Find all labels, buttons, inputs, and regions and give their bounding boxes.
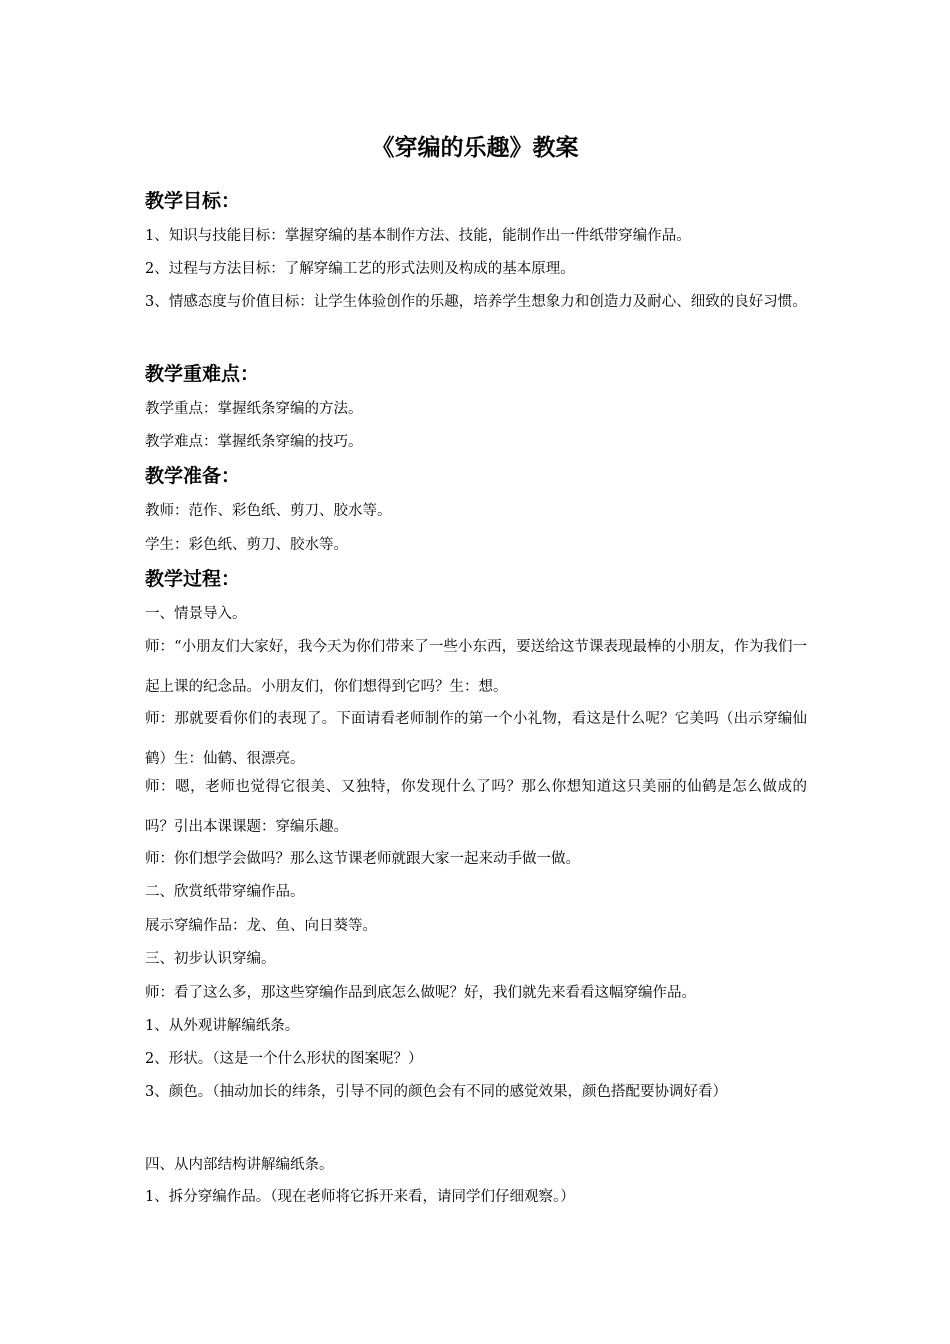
- process-item-9: 师：看了这么多，那这些穿编作品到底怎么做呢？好，我们就先来看看这幅穿编作品。: [145, 985, 696, 1001]
- process-item-3: 师：那就要看你们的表现了。下面请看老师制作的第一个小礼物，看这是什么呢？它美吗（出示穿编仙鹤）生：仙鹤、很漂亮。: [145, 711, 807, 767]
- objective-item-2: 2、过程与方法目标：了解穿编工艺的形式法则及构成的基本原理。: [145, 261, 575, 277]
- key-points-heading: 教学重难点：: [145, 363, 260, 385]
- process-item-2: 师：“小朋友们大家好，我今天为你们带来了一些小东西，要送给这节课表现最棒的小朋友，作为我们一起上课的纪念品。小朋友们，你们想得到它吗？生：想。: [145, 639, 807, 695]
- document-title: 《穿编的乐趣》教案: [371, 135, 579, 161]
- process-item-1: 一、情景导入。: [145, 606, 247, 622]
- preparation-item-1: 教师：范作、彩色纸、剪刀、胶水等。: [145, 503, 392, 519]
- key-point-item-2: 教学难点：掌握纸条穿编的技巧。: [145, 434, 363, 450]
- process-item-10: 1、从外观讲解编纸条。: [145, 1018, 300, 1034]
- process-item-14: 1、拆分穿编作品。（现在老师将它拆开来看，请同学们仔细观察。）: [145, 1189, 575, 1205]
- process-item-13: 四、从内部结构讲解编纸条。: [145, 1157, 334, 1173]
- process-heading: 教学过程：: [145, 568, 241, 590]
- preparation-heading: 教学准备：: [145, 465, 241, 487]
- objective-item-3: 3、情感态度与价值目标：让学生体验创作的乐趣，培养学生想象力和创造力及耐心、细致的良好习惯。: [145, 294, 807, 310]
- objectives-heading: 教学目标：: [145, 190, 241, 212]
- process-item-7: 展示穿编作品：龙、鱼、向日葵等。: [145, 918, 377, 934]
- process-item-4: 师：嗯，老师也觉得它很美、又独特，你发现什么了吗？那么你想知道这只美丽的仙鹤是怎么做成的吗？引出本课课题：穿编乐趣。: [145, 779, 807, 835]
- process-item-8: 三、初步认识穿编。: [145, 951, 276, 967]
- process-item-11: 2、形状。（这是一个什么形状的图案呢？）: [145, 1051, 423, 1067]
- process-item-6: 二、欣赏纸带穿编作品。: [145, 884, 305, 900]
- process-item-12: 3、颜色。（抽动加长的纬条，引导不同的颜色会有不同的感觉效果，颜色搭配要协调好看）: [145, 1084, 727, 1100]
- process-item-5: 师：你们想学会做吗？那么这节课老师就跟大家一起来动手做一做。: [145, 851, 580, 867]
- objective-item-1: 1、知识与技能目标：掌握穿编的基本制作方法、技能，能制作出一件纸带穿编作品。: [145, 228, 691, 244]
- key-point-item-1: 教学重点：掌握纸条穿编的方法。: [145, 401, 363, 417]
- preparation-item-2: 学生：彩色纸、剪刀、胶水等。: [145, 537, 348, 553]
